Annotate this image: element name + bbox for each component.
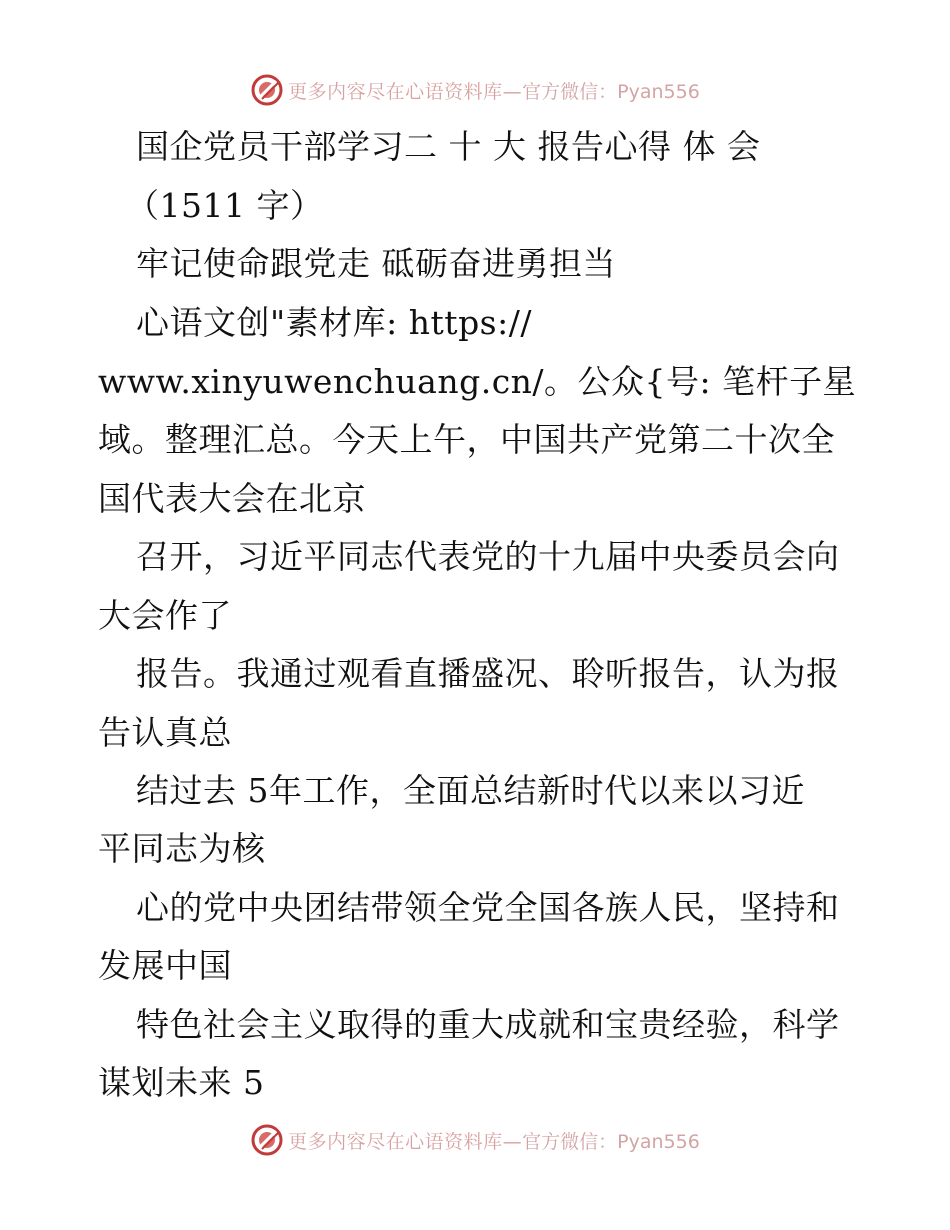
body-line: 结过去 5年工作，全面总结新时代以来以习近	[136, 771, 805, 810]
logo-icon	[250, 1123, 284, 1157]
body-line: 告认真总	[98, 713, 232, 752]
banner-text: 更多内容尽在心语资料库—	[288, 80, 523, 103]
document-subtitle: 牢记使命跟党走 砥砺奋进勇担当	[136, 244, 616, 283]
banner-official-wechat: 官方微信：Pyan556	[522, 80, 700, 103]
banner-official-wechat: 官方微信：Pyan556	[522, 1130, 700, 1153]
body-line: 大会作了	[98, 596, 232, 635]
body-line: 平同志为核	[98, 829, 266, 868]
body-line: 报告。我通过观看直播盛况、聆听报告，认为报	[136, 654, 840, 693]
body-line: 召开，习近平同志代表党的十九届中央委员会向	[136, 537, 840, 576]
body-line: 域。整理汇总。今天上午，中国共产党第二十次全	[98, 420, 835, 459]
document-title-line2: （1511 字）	[126, 186, 324, 225]
body-line: 国代表大会在北京	[98, 479, 366, 518]
body-line: 谋划未来 5	[98, 1063, 265, 1102]
body-line: www.xinyuwenchuang.cn/。公众{号: 笔杆子星	[98, 362, 857, 401]
body-line: 特色社会主义取得的重大成就和宝贵经验，科学	[136, 1005, 840, 1044]
body-line: 心的党中央团结带领全党全国各族人民，坚持和	[136, 888, 840, 927]
body-line: 发展中国	[98, 946, 232, 985]
banner-text: 更多内容尽在心语资料库—	[288, 1130, 523, 1153]
header-banner	[0, 70, 950, 110]
footer-banner	[0, 1120, 950, 1160]
body-line: 心语文创"素材库: https://	[136, 303, 532, 342]
logo-icon	[250, 73, 284, 107]
document-title-line1: 国企党员干部学习二 十 大 报告心得 体 会	[136, 127, 761, 166]
